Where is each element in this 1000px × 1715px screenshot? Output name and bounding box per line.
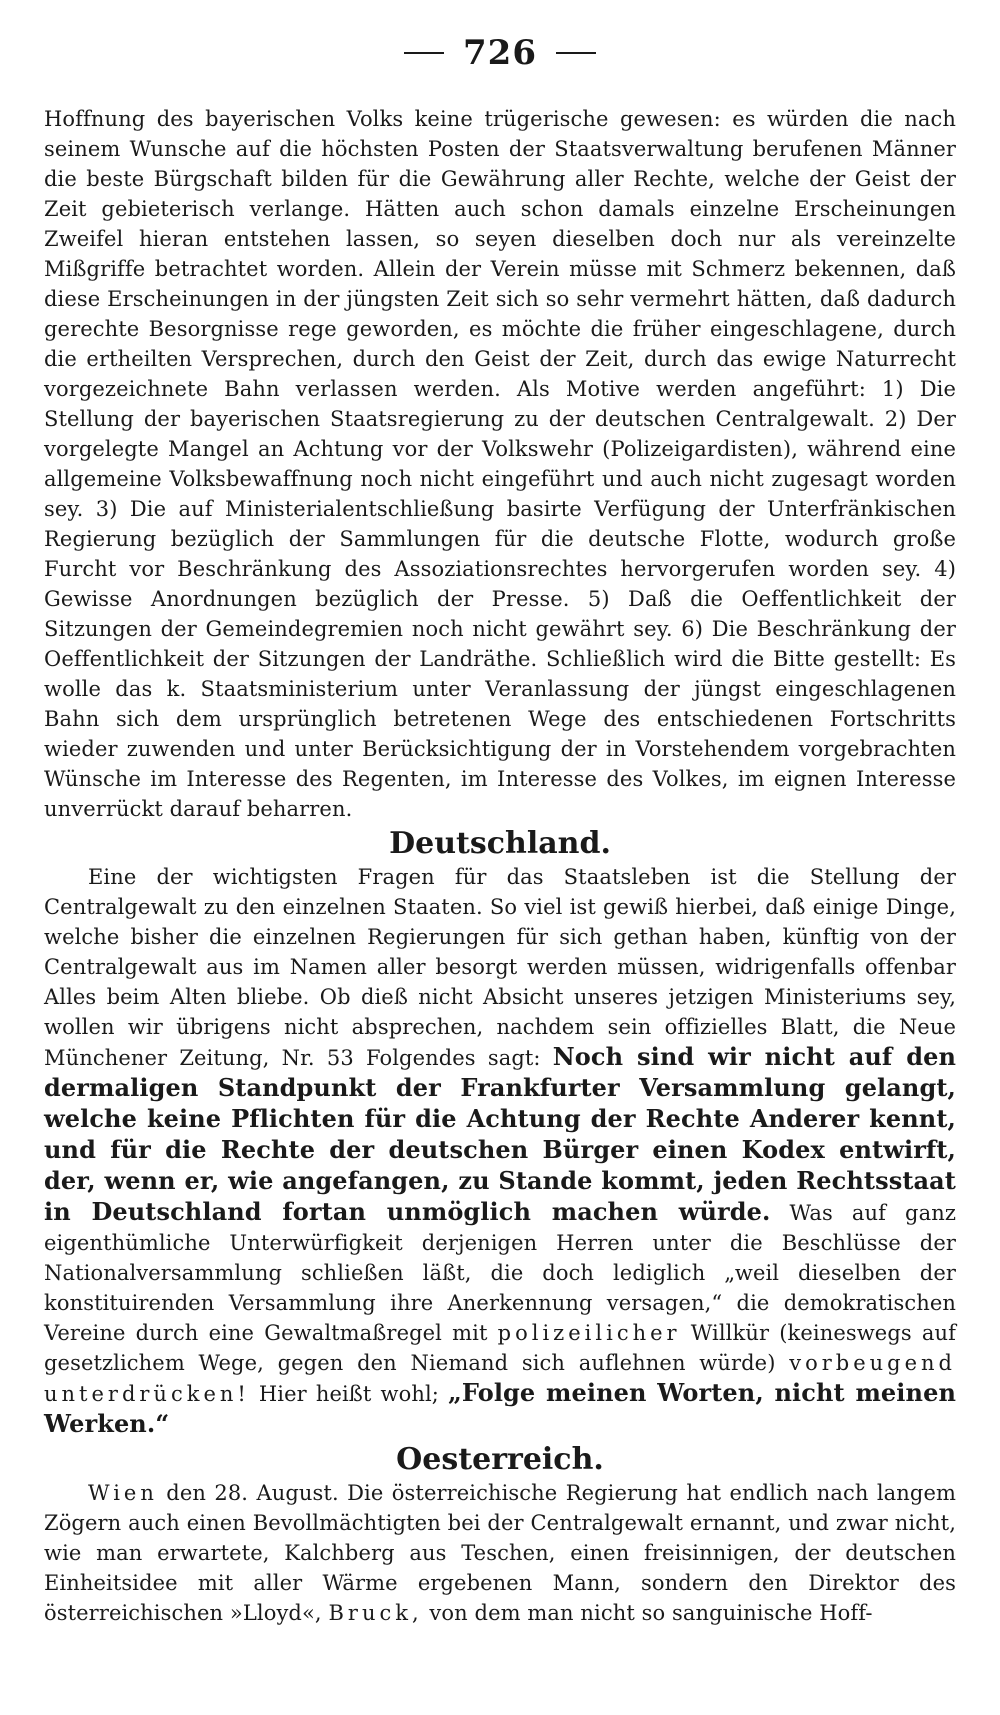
paragraph-text: Willkür (keineswegs auf gesetzlichem Wege, gegen den Niemand sich auflehnen würde) bbox=[44, 1321, 957, 1375]
section-heading-deutschland: Deutschland. bbox=[389, 826, 611, 861]
paragraph-text: den 28. August. Die österreichische Regierung hat endlich nach langem Zögern auch einen Bevollmächtigten bei der Centralgewalt ernannt, und zwar nicht, wie man erwartete, Kalchberg aus Teschen, einen freisinnigen, der deutschen Einheitsidee mit aller Wärme ergebenen Mann, sondern den Direktor des österreichischen »Lloyd«, bbox=[44, 1481, 956, 1625]
spaced-emphasis: Bruck, bbox=[328, 1601, 423, 1625]
section-heading-oesterreich: Oesterreich. bbox=[396, 1442, 604, 1477]
dateline-city: Wien bbox=[88, 1481, 158, 1505]
paragraph-text: Was auf ganz eigenthümliche Unterwürfigkeit derjenigen Herren unter die Beschlüsse der Nationalversammlung schließen läßt, die doch lediglich „weil dieselben der konstituirenden Versammlung ihre Anerkennung versagen,“ die demokratischen Vereine durch eine Gewaltmaßregel mit bbox=[44, 1201, 956, 1345]
paragraph-text: Hier heißt wohl; bbox=[258, 1382, 439, 1406]
header-rule-right bbox=[556, 52, 596, 54]
header-rule-left bbox=[404, 52, 444, 54]
page-header bbox=[44, 33, 956, 73]
spaced-emphasis: vorbeugend unterdrücken! bbox=[44, 1351, 956, 1406]
page-number: 726 bbox=[463, 33, 537, 73]
paragraph-vienna-report bbox=[44, 1478, 956, 1628]
paragraph-text: Eine der wichtigsten Fragen für das Staatsleben ist die Stellung der Centralgewalt zu den einzelnen Staaten. So viel ist gewiß hierbei, daß einige Dinge, welche bisher die einzelnen Regierungen für sich gethan haben, künftig von der Centralgewalt aus im Namen aller besorgt werden müssen, widrigenfalls offenbar Alles beim Alten bliebe. Ob dieß nicht Absicht unseres jetzigen Ministeriums sey, wollen wir übrigens nicht absprechen, nachdem sein offizielles Blatt, die Neue Münchener Zeitung, Nr. 53 Folgendes sagt: bbox=[44, 865, 956, 1070]
paragraph-bavarian-petition: Hoffnung des bayerischen Volks keine trügerische gewesen: es würden die nach seinem Wunsche auf die höchsten Posten der Staatsverwaltung berufenen Männer die beste Bürgschaft bilden für die Gewährung aller Rechte, welche der Geist der Zeit gebieterisch verlange. Hätten auch schon damals einzelne Erscheinungen Zweifel hieran entstehen lassen, so seyen dieselben doch nur als vereinzelte Mißgriffe betrachtet worden. Allein der Verein müsse mit Schmerz bekennen, daß diese Erscheinungen in der jüngsten Zeit sich so sehr vermehrt hätten, daß dadurch gerechte Besorgnisse rege geworden, es möchte die früher eingeschlagene, durch die ertheilten Versprechen, durch den Geist der Zeit, durch das ewige Naturrecht vorgezeichnete Bahn verlassen werden. Als Motive werden angeführt: 1) Die Stellung der bayerischen Staatsregierung zu der deutschen Centralgewalt. 2) Der vorgelegte Mangel an Achtung vor der Volkswehr (Polizeigardisten), während eine allgemeine Volksbewaffnung noch nicht eingeführt und auch nicht zugesagt worden sey. 3) Die auf Ministerialentschließung basirte Verfügung der Unterfränkischen Regierung bezüglich der Sammlungen für die deutsche Flotte, wodurch große Furcht vor Beschränkung des Assoziationsrechtes hervorgerufen worden sey. 4) Gewisse Anordnungen bezüglich der Presse. 5) Daß die Oeffentlichkeit der Sitzungen der Gemeindegremien noch nicht gewährt sey. 6) Die Beschränkung der Oeffentlichkeit der Sitzungen der Landräthe. Schließlich wird die Bitte gestellt: Es wolle das k. Staatsministerium unter Veranlassung der jüngst eingeschlagenen Bahn sich dem ursprünglich betretenen Wege des entschiedenen Fortschritts wieder zuwenden und unter Berücksichtigung der in Vorstehendem vorgebrachten Wünsche im Interesse des Regenten, im Interesse des Volkes, im eignen Interesse unverrückt darauf beharren. bbox=[44, 107, 956, 821]
paragraph-text: von dem man nicht so sanguinische Hoff- bbox=[429, 1601, 873, 1625]
quoted-emphasis: Noch sind wir nicht auf den dermaligen Standpunkt der Frankfurter Versammlung gelangt, welche keine Pflichten für die Achtung der Rechte Anderer kennt, und für die Rechte der deutschen Bürger einen Kodex entwirft, der, wenn er, wie angefangen, zu Stande kommt, jeden Rechtsstaat in Deutschland fortan unmöglich machen würde. bbox=[44, 1042, 956, 1226]
closing-quote: „Folge meinen Worten, nicht meinen Werken.“ bbox=[44, 1378, 956, 1438]
spaced-emphasis: polizeilicher bbox=[497, 1321, 681, 1345]
paragraph-central-power bbox=[44, 862, 956, 1440]
